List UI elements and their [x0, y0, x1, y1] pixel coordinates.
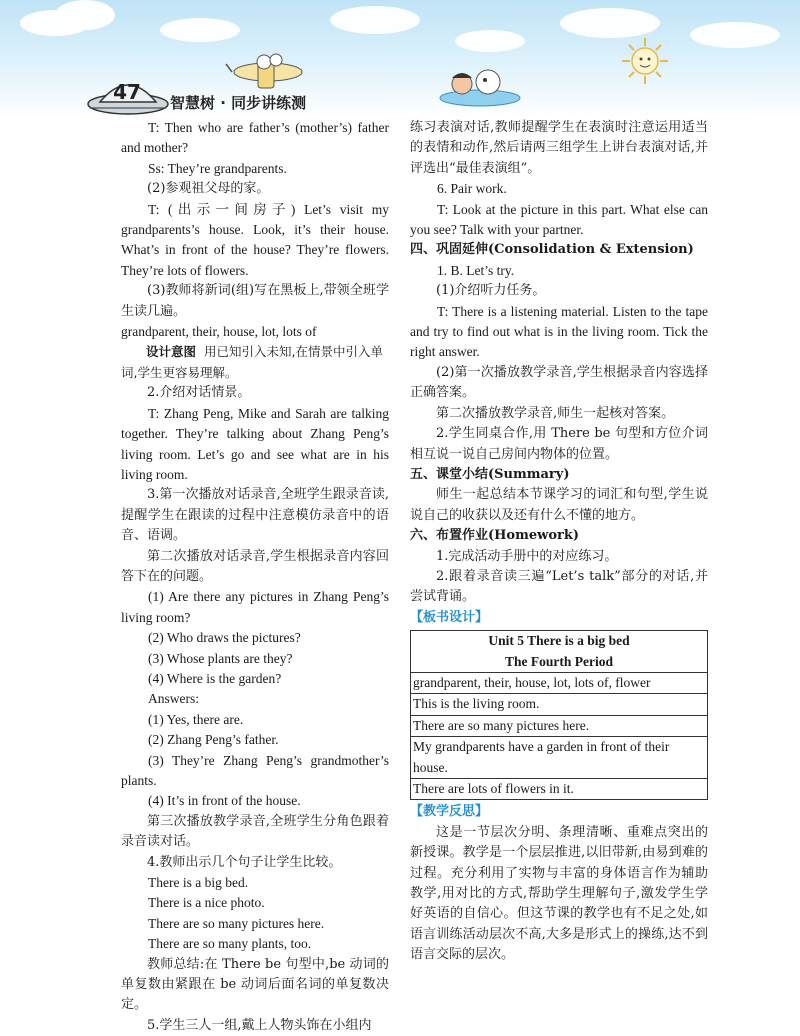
left-column [121, 118, 389, 1036]
design-intent-text: 用已知引入未知,在情景中引入单词,学生更容易理解。 [121, 344, 383, 380]
paragraph: There is a big bed. [148, 875, 249, 891]
paragraph: 第三次播放教学录音,全班学生分角色跟着录音读对话。 [121, 813, 389, 850]
paragraph: (3) They’re Zhang Peng’s grandmother’s plants. [121, 752, 389, 788]
paragraph: 1.完成活动手册中的对应练习。 [436, 548, 618, 564]
cloud-decoration [55, 0, 115, 30]
paragraph: (3) Whose plants are they? [148, 650, 293, 666]
design-intent-label: 设计意图 [146, 344, 197, 360]
paragraph: T: Then who are father’s (mother’s) father and mother? [121, 120, 389, 156]
right-column-text [410, 118, 708, 608]
paragraph: 4.教师出示几个句子让学生比较。 [147, 854, 342, 870]
paragraph: 2.学生同桌合作,用 There be 句型和方位介词相互说一说自己房间内物体的位置。 [410, 426, 708, 462]
sun-icon [620, 36, 670, 86]
reflection-paragraph: 这是一节层次分明、条理清晰、重难点突出的新授课。教学是一个层层推进,以旧带新,由易到难的过程。充分利用了实物与丰富的身体语言作为辅助教学,用对比的方式,帮助学生理解句子,激发学生学好英语的自信心。但这节课的教学也有不足之处,如语言训练活动层次不高,大多是形式上的操练,达不到语言交际的层次。 [410, 824, 708, 963]
paragraph: 第二次播放教学录音,师生一起核对答案。 [436, 405, 675, 421]
paragraph: (4) It’s in front of the house. [148, 793, 301, 809]
blackboard-design-box [410, 630, 708, 800]
paragraph: 教师总结:在 There be 句型中,be 动词的单复数由紧跟在 be 动词后面名词的单复数决定。 [121, 956, 389, 1013]
right-column [410, 118, 708, 966]
paragraph: Answers: [148, 691, 199, 707]
section-heading: 四、巩固延伸(Consolidation & Extension) [410, 242, 694, 258]
paragraph: (2)参观祖父母的家。 [147, 181, 270, 197]
cloud-decoration [560, 8, 660, 38]
paragraph: 师生一起总结本节课学习的词汇和句型,学生说说自己的收获以及还有什么不懂的地方。 [410, 487, 708, 523]
paragraph: There are so many plants, too. [148, 936, 312, 952]
design-intent-note [121, 342, 389, 383]
board-row: There are lots of flowers in it. [411, 778, 707, 799]
paragraph: (1) Yes, there are. [148, 711, 244, 727]
cloud-decoration [330, 6, 420, 34]
paragraph: Ss: They’re grandparents. [148, 160, 287, 176]
paragraph: 6. Pair work. [437, 181, 507, 197]
paragraph: (1) Are there any pictures in Zhang Peng’s living room? [121, 589, 389, 625]
airplane-illustration-icon [218, 44, 318, 94]
paragraph: 第二次播放对话录音,学生根据录音内容回答下在的问题。 [121, 548, 389, 584]
paragraph: (3)教师将新词(组)写在黑板上,带领全班学生读几遍。 [121, 283, 389, 319]
paragraph: (2) Who draws the pictures? [148, 630, 301, 646]
series-title: 智慧树 · 同步讲练测 [170, 94, 307, 112]
paragraph: There are so many pictures here. [148, 915, 325, 931]
paragraph: T: (出示一间房子) Let’s visit my grandparents’s house. Look, it’s their house. What’s in front of the house? They’re flowers. They’re lots of flowers. [121, 201, 389, 278]
paragraph: (2)第一次播放教学录音,学生根据录音内容选择正确答案。 [410, 364, 708, 401]
paragraph: 2.介绍对话情景。 [147, 385, 251, 401]
paragraph: T: Look at the picture in this part. What else can you see? Talk with your partner. [410, 201, 708, 238]
board-title-unit: Unit 5 There is a big bed [488, 633, 630, 649]
paragraph: 5.学生三人一组,戴上人物头饰在小组内 [147, 1017, 372, 1033]
board-design-heading: 【板书设计】 [410, 609, 489, 625]
paragraph: T: Zhang Peng, Mike and Sarah are talking together. They’re talking about Zhang Peng’s living room. Let’s go and see what are in his living room. [121, 405, 389, 482]
cloud-decoration [690, 22, 780, 48]
board-title-period: The Fourth Period [505, 653, 613, 669]
board-row: My grandparents have a garden in front of their house. [411, 736, 707, 778]
reflection-heading: 【教学反思】 [410, 804, 489, 820]
paragraph: 练习表演对话,教师提醒学生在表演时注意运用适当的表情和动作,然后请两三组学生上讲台表演对话,并评选出“最佳表演组”。 [410, 120, 708, 176]
paragraph: (4) Where is the garden? [148, 670, 282, 686]
paragraph: grandparent, their, house, lot, lots of [121, 324, 317, 340]
page-number: 47 [113, 80, 141, 104]
paragraph: (2) Zhang Peng’s father. [148, 732, 279, 748]
cloud-decoration [455, 30, 525, 52]
board-row: There are so many pictures here. [411, 715, 707, 736]
page-number-badge [92, 74, 164, 118]
paragraph: T: There is a listening material. Listen to the tape and try to find out what is in the living room. Tick the right answer. [410, 303, 708, 360]
board-row: grandparent, their, house, lot, lots of, flower [411, 672, 707, 693]
header-banner [0, 0, 800, 118]
cloud-decoration [160, 18, 240, 42]
paragraph: There is a nice photo. [148, 895, 265, 911]
section-heading: 五、课堂小结(Summary) [410, 466, 570, 482]
paragraph: 3.第一次播放对话录音,全班学生跟录音读,提醒学生在跟读的过程中注意模仿录音中的语音、语调。 [121, 487, 389, 544]
board-row: This is the living room. [411, 693, 707, 714]
paragraph: (1)介绍听力任务。 [436, 283, 546, 299]
section-heading: 六、布置作业(Homework) [410, 528, 580, 544]
cartoon-kids-illustration-icon [430, 64, 530, 110]
paragraph: 1. B. Let’s try. [437, 262, 515, 278]
paragraph: 2.跟着录音读三遍“Let’s talk”部分的对话,并尝试背诵。 [410, 568, 708, 605]
